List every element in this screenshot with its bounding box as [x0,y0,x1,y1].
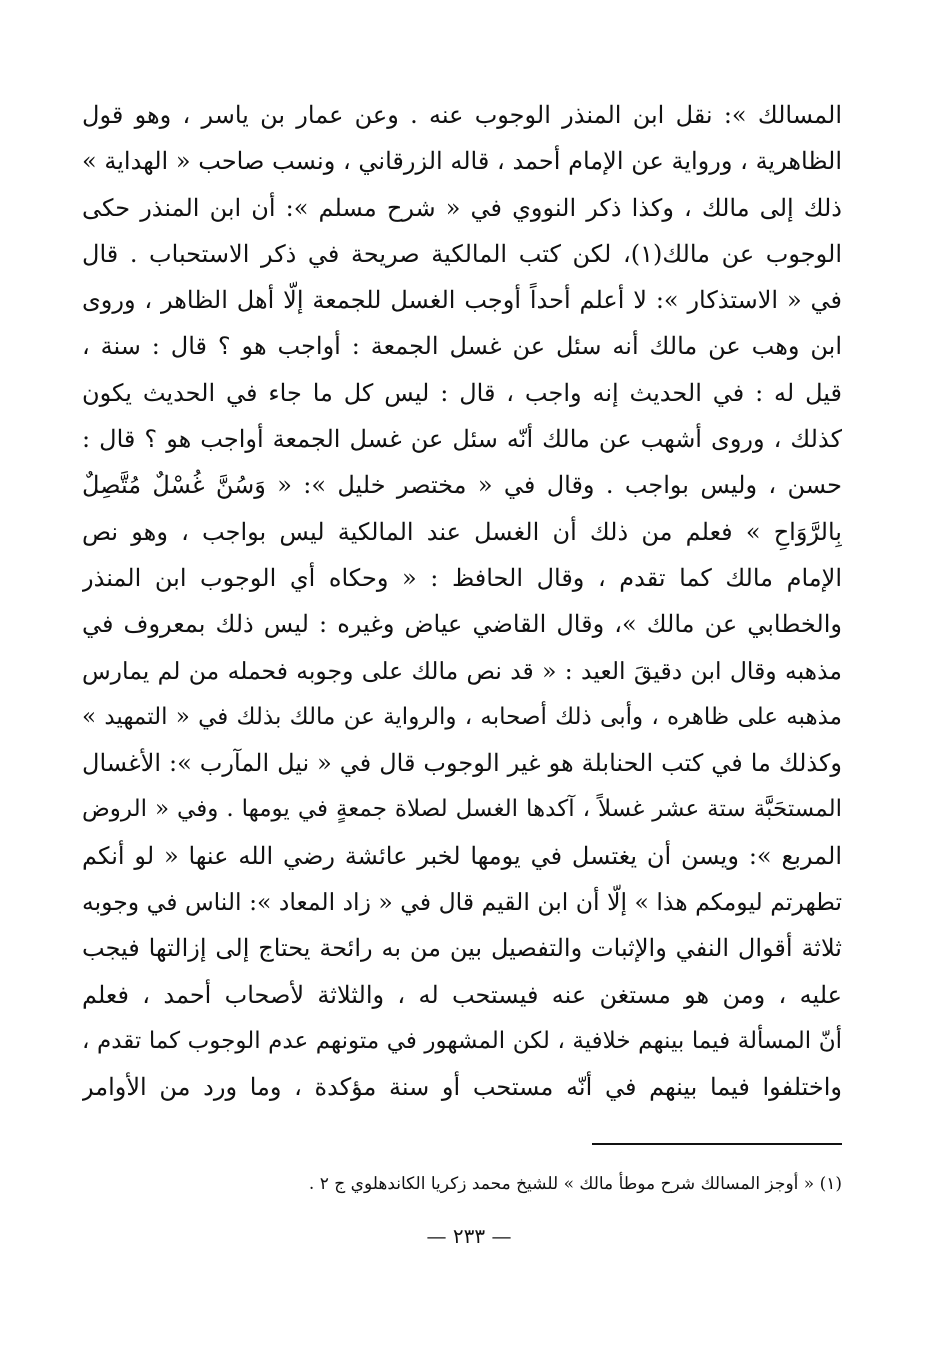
text-line: المسالك »: نقل ابن المنذر الوجوب عنه . وعن عمار بن ياسر ، وهو قول [82,101,842,129]
text-line: وكذلك ما في كتب الحنابلة هو غير الوجوب قال في « نيل المآرب »: الأغسال [82,749,842,778]
main-text-block [82,92,842,1111]
footnote: (١) « أوجز المسالك شرح موطأ مالك » للشيخ محمد زكريا الكاندهلوي ج ٢ . [308,1174,842,1194]
text-line: كذلك ، وروى أشهب عن مالك أنّه سئل عن غسل الجمعة أواجب هو ؟ قال : [82,425,842,454]
text-line: قيل له : في الحديث إنه واجب ، قال : ليس كل ما جاء في الحديث يكون [82,378,842,407]
text-line: ثلاثة أقوال النفي والإثبات والتفصيل بين من به رائحة يحتاج إلى إزالتها فيجب [82,934,842,963]
text-line: ابن وهب عن مالك أنه سئل عن غسل الجمعة : أواجب هو ؟ قال : سنة ، [82,332,842,361]
text-line: الوجوب عن مالك(١)، لكن كتب المالكية صريحة في ذكر الاستحباب . قال [82,239,842,268]
text-line: الإمام مالك كما تقدم ، وقال الحافظ : « وحكاه أي الوجوب ابن المنذر [82,563,842,592]
text-line: المستحَبَّة ستة عشر غسلاً ، آكدها الغسل لصلاة جمعةٍ في يومها . وفي « الروض [82,796,842,823]
text-line: مذهبه على ظاهره ، وأبى ذلك أصحابه ، والرواية عن مالك بذلك في « التمهيد » [82,703,842,730]
text-line: في « الاستذكار »: لا أعلم أحداً أوجب الغسل للجمعة إلّا أهل الظاهر ، وروى [82,286,842,315]
text-line: عليه ، ومن هو مستغن عنه فيستحب له ، والثلاثة لأصحاب أحمد ، فعلم [82,980,842,1009]
page-number: — ٢٣٣ — [426,1224,512,1248]
text-line: والخطابي عن مالك »، وقال القاضي عياض وغيره : ليس ذلك بمعروف في [82,610,842,639]
text-line: حسن ، وليس بواجب . وقال في « مختصر خليل »: « وَسُنَّ غُسْلٌ مُتَّصِلٌ [82,471,842,500]
text-line: أنّ المسألة فيما بينهم خلافية ، لكن المشهور في متونهم عدم الوجوب كما تقدم ، [82,1027,842,1054]
text-line: واختلفوا فيما بينهم في أنّه مستحب أو سنة مؤكدة ، وما ورد من الأوامر [82,1073,842,1102]
footnote-divider [592,1143,842,1145]
text-line: المربع »: ويسن أن يغتسل في يومها لخبر عائشة رضي الله عنها « لو أنكم [82,841,842,870]
text-line: تطهرتم ليومكم هذا » إلّا أن ابن القيم قال في « زاد المعاد »: الناس في وجوبه [82,888,842,917]
text-line: الظاهرية ، ورواية عن الإمام أحمد ، قاله الزرقاني ، ونسب صاحب « الهداية » [82,147,842,176]
text-line: بِالرَّوَاحِ » فعلم من ذلك أن الغسل عند المالكية ليس بواجب ، وهو نص [82,517,842,546]
text-line: مذهبه وقال ابن دقيقَ العيد : « قد نص مالك على وجوبه فحمله من لم يمارس [82,656,842,685]
text-line: ذلك إلى مالك ، وكذا ذكر النووي في « شرح مسلم »: أن ابن المنذر حكى [82,193,842,222]
